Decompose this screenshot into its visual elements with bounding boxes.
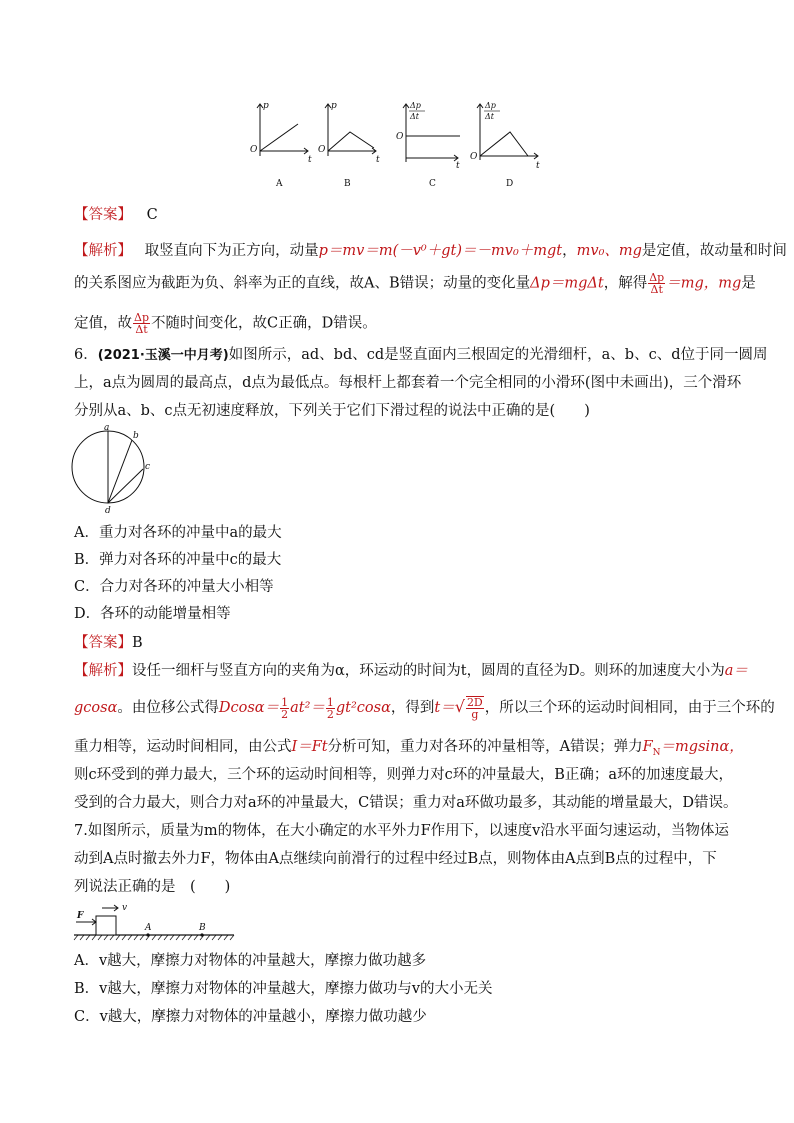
q7-option-b: B．v越大，摩擦力对物体的冲量越大，摩擦力做功与v的大小无关 — [74, 981, 493, 997]
q5-text: 定值，故 — [74, 315, 132, 332]
q6-formula-at2: at²＝ — [290, 700, 325, 716]
graph-label-a: A — [276, 179, 283, 189]
q7-fig-label-a: A — [145, 923, 152, 933]
q6-analysis-line-4: 则c环受到的弹力最大，三个环的运动时间相等，则弹力对c环的冲量最大，B正确；a环的加速度最大， — [74, 767, 734, 783]
graph-a-x-label: t — [308, 155, 312, 165]
graph-c-y-den: Δt — [410, 112, 419, 121]
graph-d-y-den: Δt — [485, 112, 494, 121]
q5-answer-tag: 【答案】 — [74, 207, 132, 223]
q7-stem-line-1: 7.如图所示，质量为m的物体，在大小确定的水平外力F作用下，以速度v沿水平面匀速运动，当物体运 — [74, 823, 729, 839]
q6-formula-dcos: Dcosα＝ — [218, 700, 280, 716]
graph-d-x-label: t — [536, 161, 540, 171]
q5-formula-delta-p: Δp＝mgΔt — [530, 275, 604, 292]
q6-analysis-line-1 — [74, 660, 748, 682]
q5-text: 是定值，故动量和时间 — [641, 243, 787, 259]
q7-fig-label-b: B — [199, 923, 206, 933]
q5-formula-constants: mv₀、mg — [576, 243, 642, 259]
q5-text: 不随时间变化，故C正确，D错误。 — [151, 315, 377, 332]
q6-analysis-line-2 — [74, 696, 775, 720]
q6-analysis-tag: 【解析】 — [74, 663, 132, 679]
q6-answer-tag: 【答案】 — [74, 635, 132, 651]
q5-formula-mg: ＝mg，mg — [666, 275, 742, 292]
graph-label-d: D — [506, 179, 514, 189]
q6-stem-line-3: 分别从a、b、c点无初速度释放，下列关于它们下滑过程的说法中正确的是( ) — [74, 403, 590, 419]
graph-label-b: B — [344, 179, 351, 189]
graph-b-y-label: p — [331, 101, 337, 111]
q6-fig-label-d: d — [105, 506, 111, 515]
q5-fraction-dp-dt-2: $\frac{\Delta p}{\Delta t}$ — [134, 311, 149, 336]
q6-number: 6． — [74, 347, 98, 363]
q7-block-figure — [72, 900, 242, 944]
q6-option-d: D．各环的动能增量相等 — [74, 606, 231, 622]
q6-option-c: C．合力对各环的冲量大小相等 — [74, 579, 274, 595]
q5-text: 取竖直向下为正方向，动量 — [144, 243, 319, 259]
q6-formula-a: a＝ — [724, 663, 748, 679]
graph-c-y-num: Δp — [410, 101, 421, 110]
q6-formula-fn: F — [642, 739, 653, 755]
q6-formula-fn-sub: N — [652, 747, 661, 758]
graph-d-origin: O — [470, 152, 478, 162]
q5-answer-line — [74, 204, 158, 226]
q6-answer-line — [74, 632, 143, 654]
q6-source: (2021·玉溪一中月考) — [97, 348, 229, 363]
q7-stem-line-2: 动到A点时撤去外力F，物体由A点继续向前滑行的过程中经过B点，则物体由A点到B点的过程中，下 — [74, 851, 717, 867]
graph-label-c: C — [429, 179, 436, 189]
q6-text: 分析可知，重力对各环的冲量相等，A错误；弹力 — [327, 739, 643, 755]
q6-analysis-line-3 — [74, 736, 744, 764]
q6-fraction-half-1: $\frac{1}{2}$ — [281, 695, 289, 721]
q6-fig-label-c: c — [145, 462, 151, 472]
q7-option-c: C．v越大，摩擦力对物体的冲量越小，摩擦力做功越少 — [74, 1009, 427, 1025]
q6-fig-label-b: b — [133, 431, 139, 441]
q6-fraction-half-2: $\frac{1}{2}$ — [326, 695, 334, 721]
q5-analysis-line-2 — [74, 272, 756, 295]
q6-text: ，得到 — [390, 700, 435, 716]
momentum-graphs-figure — [240, 96, 560, 196]
q6-text: 重力相等，运动时间相同，由公式 — [74, 739, 292, 755]
q6-stem-line-1 — [74, 344, 767, 367]
q7-stem-line-3: 列说法正确的是 ( ) — [74, 879, 231, 895]
q5-text: 的关系图应为截距为负、斜率为正的直线，故A、B错误；动量的变化量 — [74, 275, 531, 292]
q5-analysis-line-3 — [74, 312, 377, 335]
graph-b-x-label: t — [376, 155, 380, 165]
q7-fig-label-f: F — [77, 911, 84, 921]
q6-analysis-line-5: 受到的合力最大，则合力对a环的冲量最大，C错误；重力对a环做功最多，其动能的增量最大，D错误。 — [74, 795, 738, 811]
q6-stem-line-2: 上，a点为圆周的最高点，d点为最低点。每根杆上都套着一个完全相同的小滑环(图中未画出)，三个滑环 — [74, 375, 742, 391]
graph-c-origin: O — [396, 132, 404, 142]
q6-sqrt-sign: √ — [454, 697, 465, 716]
q6-circle-figure — [68, 425, 168, 515]
q5-text: ，解得 — [603, 275, 648, 292]
q6-fig-label-a: a — [104, 425, 110, 433]
q6-text: 。由位移公式得 — [117, 700, 219, 716]
q6-answer-value: B — [132, 635, 143, 651]
q6-text: ，所以三个环的运动时间相同，由于三个环的 — [484, 700, 775, 716]
q6-formula-gcos: gcosα — [74, 700, 118, 716]
graph-d-y-num: Δp — [485, 101, 496, 110]
q5-answer-value: C — [146, 207, 158, 223]
q5-analysis-tag: 【解析】 — [74, 243, 132, 259]
q5-formula-momentum: p＝mv＝m(－v⁰＋gt)＝－mv₀＋mgt — [318, 243, 563, 259]
q6-formula-t: t＝ — [434, 700, 455, 716]
q5-analysis-line-1 — [74, 240, 787, 262]
q6-fraction-sqrt: $\frac{2D}{g}$ — [466, 696, 483, 721]
q5-text: 是 — [741, 275, 756, 292]
q6-text: 设任一细杆与竖直方向的夹角为α，环运动的时间为t，圆周的直径为D。则环的加速度大小为 — [132, 663, 725, 679]
q7-option-a: A．v越大，摩擦力对物体的冲量越大，摩擦力做功越多 — [74, 953, 427, 969]
q7-fig-label-v: v — [122, 903, 128, 913]
graph-a-origin: O — [250, 145, 258, 155]
graph-a-y-label: p — [263, 101, 269, 111]
q6-option-a: A．重力对各环的冲量中a的最大 — [74, 525, 282, 541]
q5-text: ， — [562, 243, 577, 259]
q5-fraction-dp-dt: $\frac{\Delta p}{\Delta t}$ — [649, 271, 665, 296]
graph-b-origin: O — [318, 145, 326, 155]
q6-option-b: B．弹力对各环的冲量中c的最大 — [74, 552, 282, 568]
q6-formula-mgsin: ＝mgsinα， — [660, 739, 744, 755]
graph-c-x-label: t — [456, 161, 460, 171]
q6-formula-gt2: gt²cosα — [335, 700, 391, 716]
q6-stem-text: 如图所示，ad、bd、cd是竖直面内三根固定的光滑细杆，a、b、c、d位于同一圆周 — [228, 347, 768, 363]
q6-formula-ift: I＝Ft — [291, 739, 328, 755]
